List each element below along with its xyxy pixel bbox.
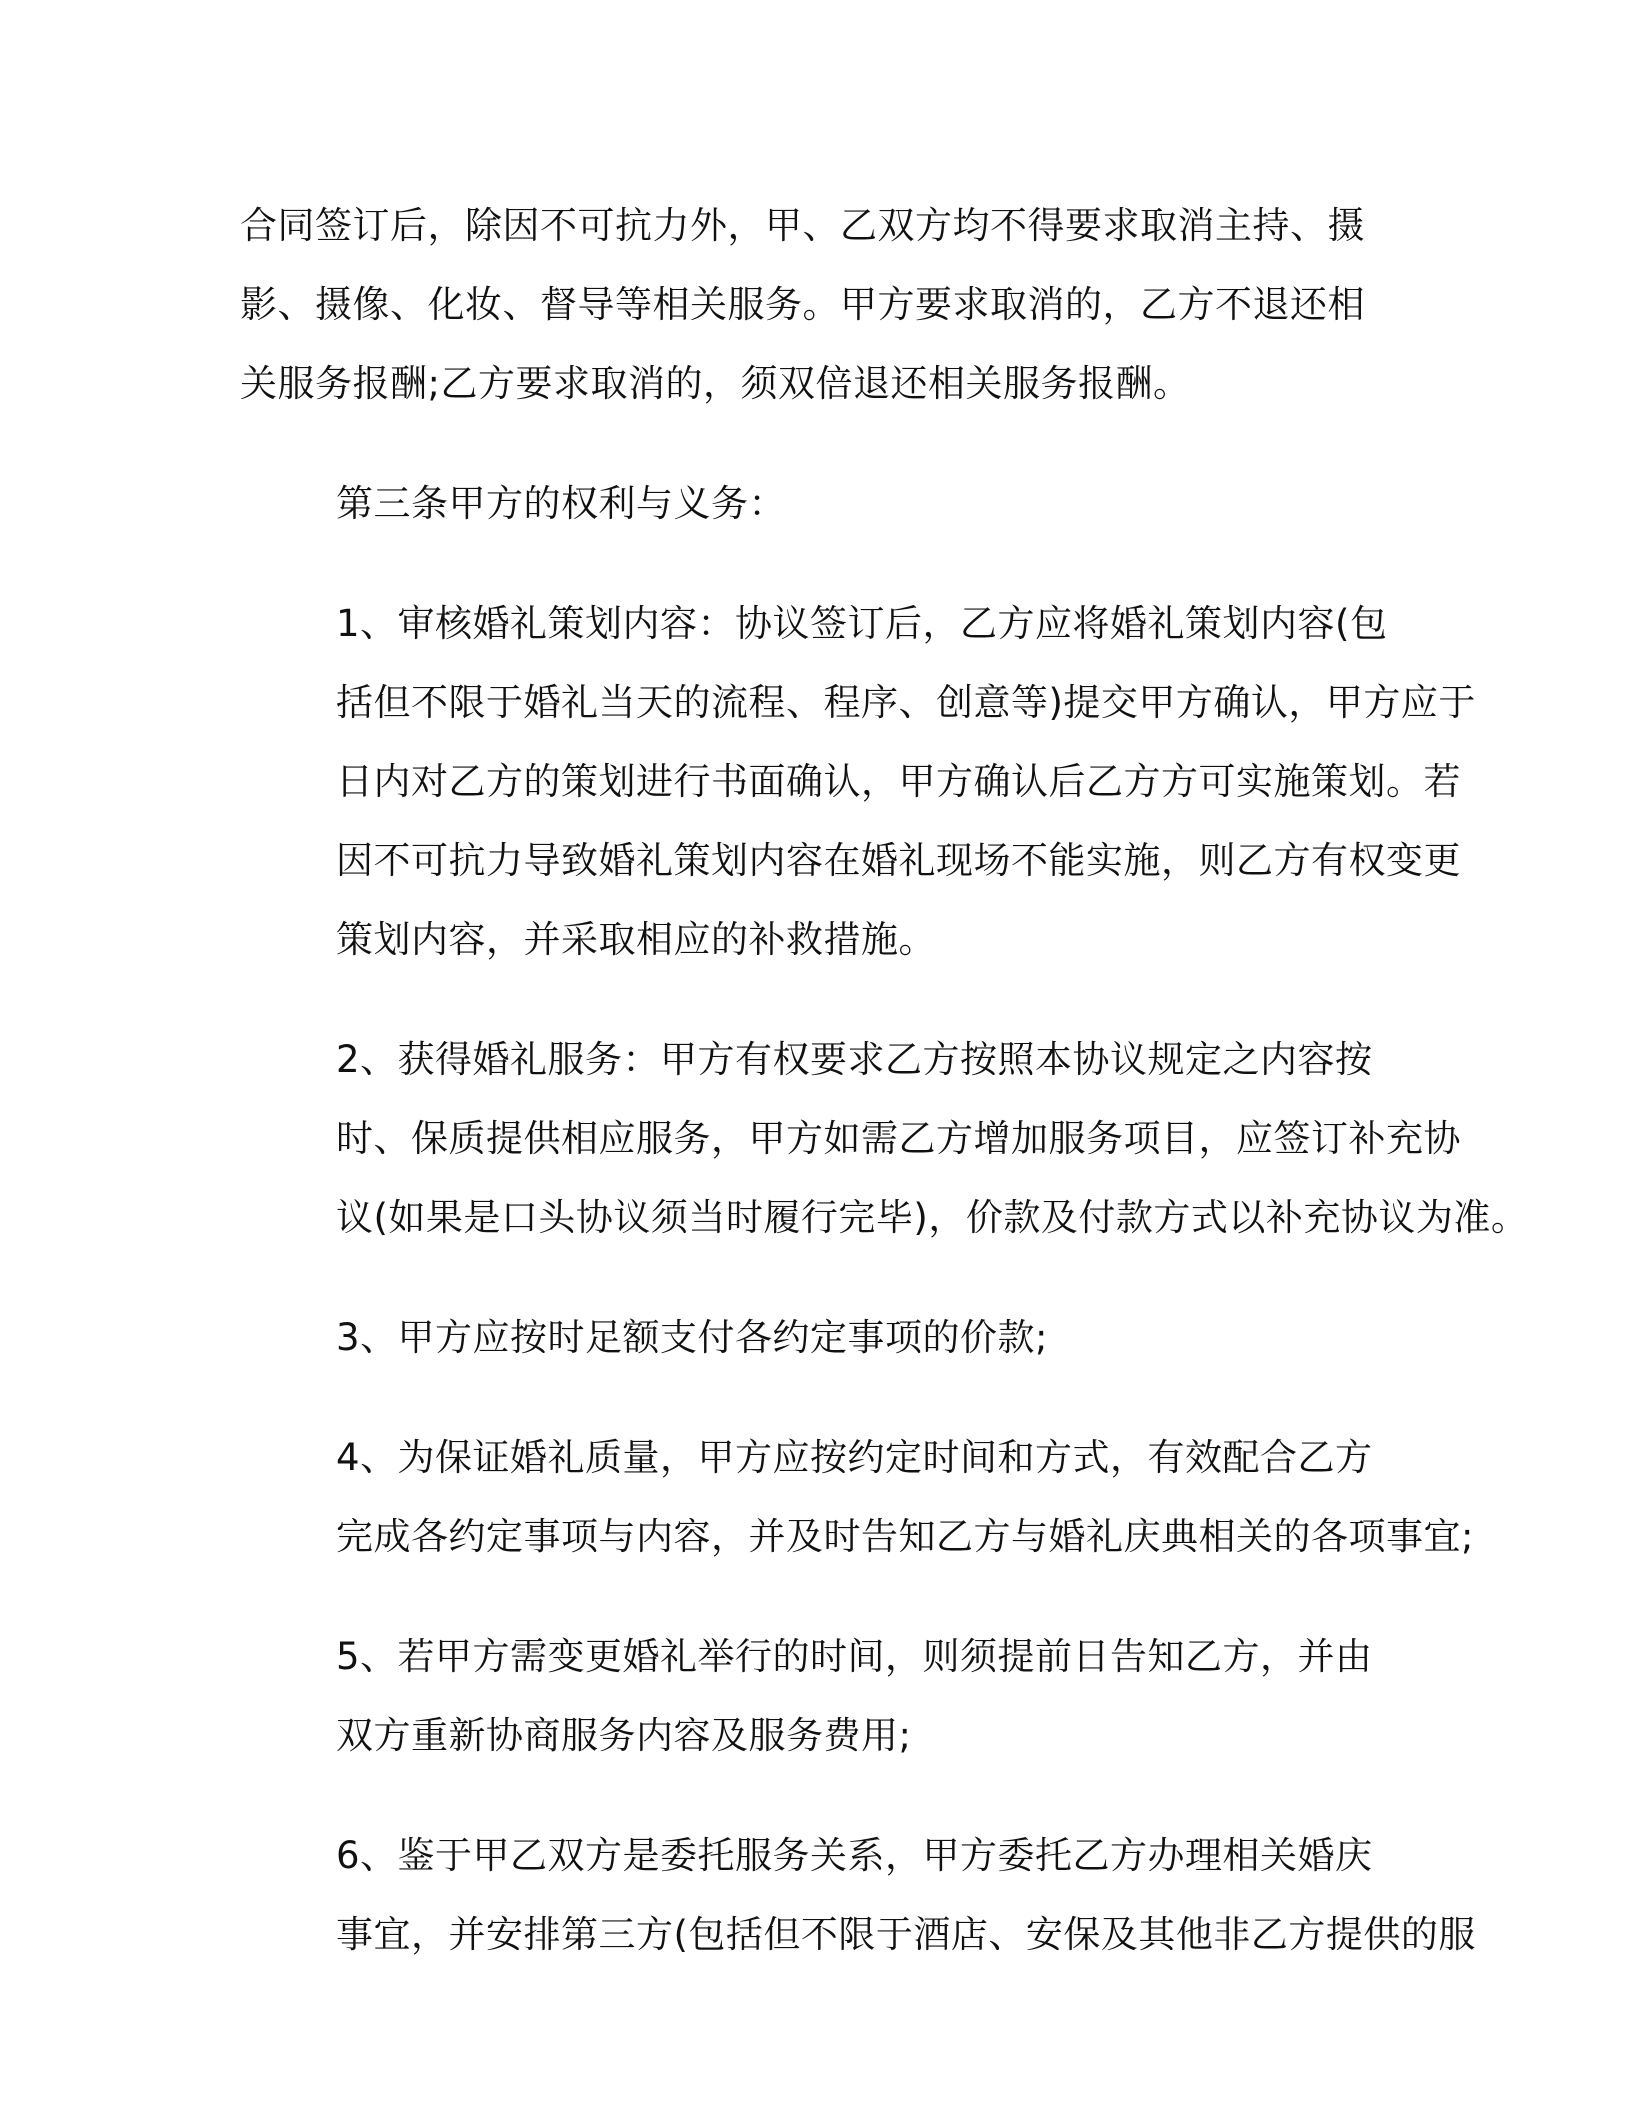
paragraph — [240, 1617, 1405, 1775]
text-line: 3、甲方应按时足额支付各约定事项的价款; — [336, 1316, 1049, 1359]
text-line: 因不可抗力导致婚礼策划内容在婚礼现场不能实施，则乙方有权变更 — [336, 839, 1461, 882]
text-line: 2、获得婚礼服务：甲方有权要求乙方按照本协议规定之内容按 — [336, 1038, 1373, 1081]
text-line: 关服务报酬;乙方要求取消的，须双倍退还相关服务报酬。 — [240, 362, 1191, 405]
paragraph — [240, 464, 1405, 543]
text-line: 合同签订后，除因不可抗力外，甲、乙双方均不得要求取消主持、摄 — [240, 204, 1365, 247]
text-line: 6、鉴于甲乙双方是委托服务关系，甲方委托乙方办理相关婚庆 — [336, 1834, 1373, 1877]
text-line: 5、若甲方需变更婚礼举行的时间，则须提前日告知乙方，并由 — [336, 1635, 1373, 1678]
text-line: 完成各约定事项与内容，并及时告知乙方与婚礼庆典相关的各项事宜; — [336, 1515, 1474, 1558]
paragraph — [240, 1298, 1405, 1377]
text-line: 4、为保证婚礼质量，甲方应按约定时间和方式，有效配合乙方 — [336, 1436, 1373, 1479]
text-line: 议(如果是口头协议须当时履行完毕)，价款及付款方式以补充协议为准。 — [336, 1196, 1529, 1239]
text-line: 影、摄像、化妆、督导等相关服务。甲方要求取消的，乙方不退还相 — [240, 283, 1365, 326]
paragraph — [240, 186, 1405, 423]
text-line: 括但不限于婚礼当天的流程、程序、创意等)提交甲方确认，甲方应于 — [336, 681, 1476, 724]
text-line: 第三条甲方的权利与义务： — [336, 482, 786, 525]
text-line: 时、保质提供相应服务，甲方如需乙方增加服务项目，应签订补充协 — [336, 1117, 1461, 1160]
paragraph — [240, 1418, 1474, 1576]
text-line: 日内对乙方的策划进行书面确认，甲方确认后乙方方可实施策划。若 — [336, 760, 1461, 803]
document-body — [240, 186, 1529, 2015]
text-line: 1、审核婚礼策划内容：协议签订后，乙方应将婚礼策划内容(包 — [336, 602, 1388, 645]
text-line: 策划内容，并采取相应的补救措施。 — [336, 918, 936, 961]
paragraph — [240, 1020, 1529, 1257]
text-line: 双方重新协商服务内容及服务费用; — [336, 1714, 912, 1757]
text-line: 事宜，并安排第三方(包括但不限于酒店、安保及其他非乙方提供的服 — [336, 1913, 1476, 1956]
paragraph — [240, 584, 1476, 979]
paragraph — [240, 1816, 1476, 1974]
